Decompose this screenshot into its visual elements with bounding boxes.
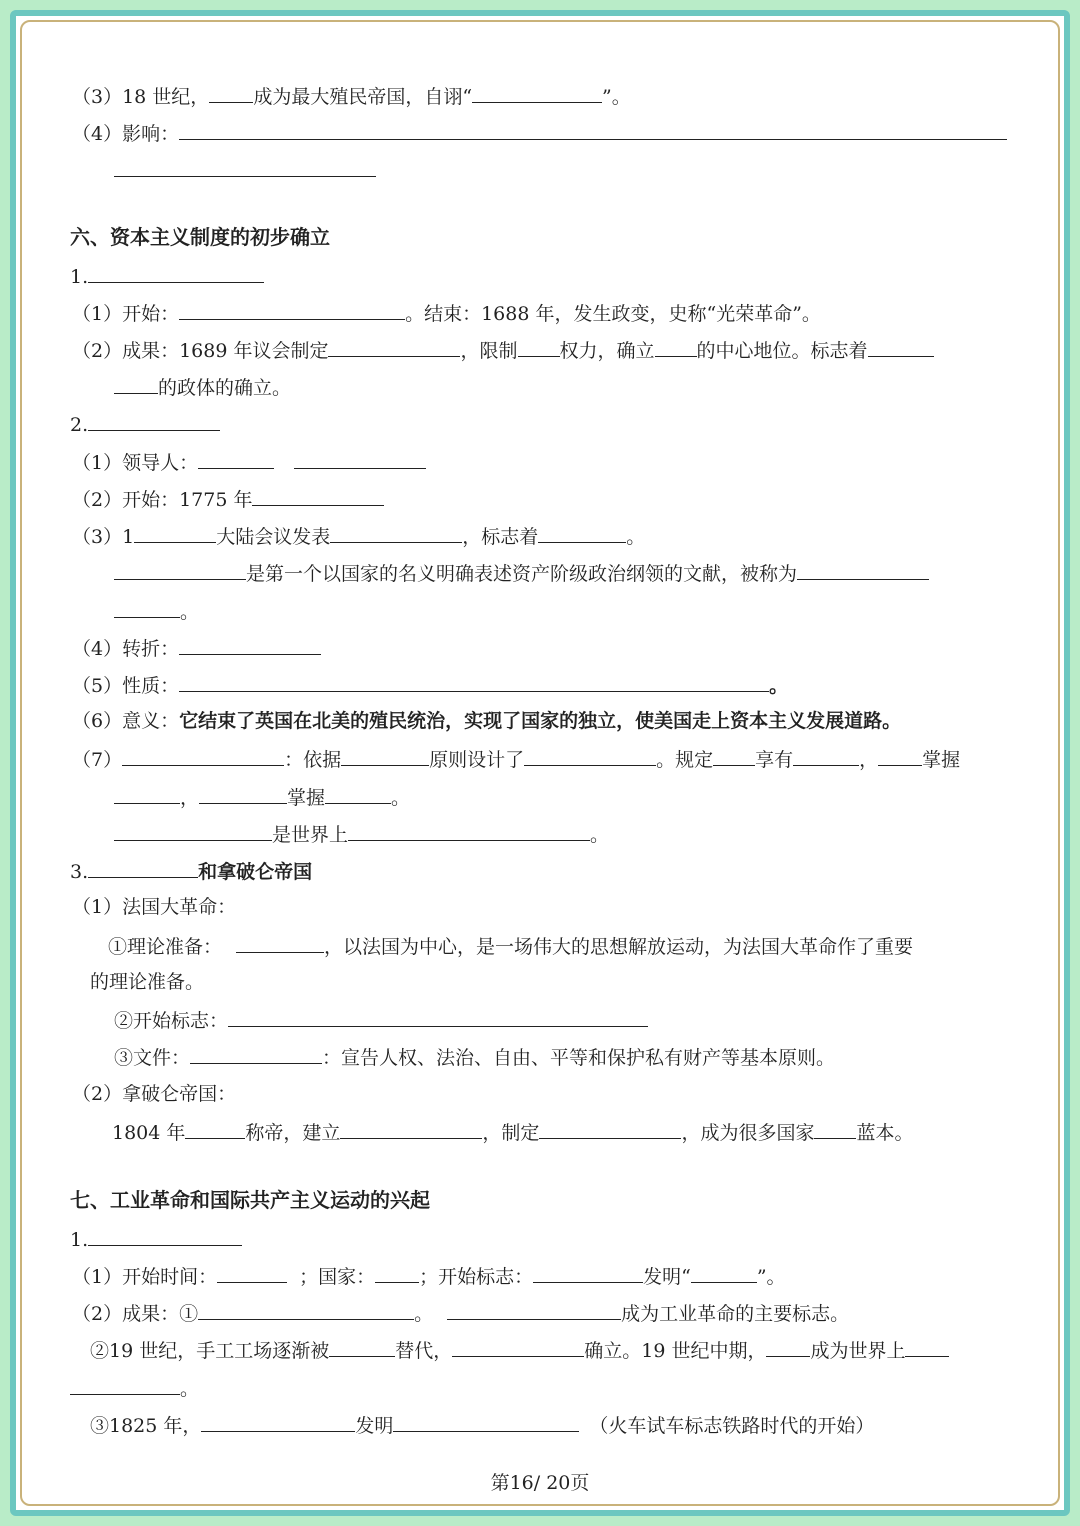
s6-2-7-cont2: 是世界上 。: [114, 820, 609, 848]
s6-2-7: （7） ：依据 原则设计了 。规定 享有 ， 掌握: [72, 745, 960, 773]
s7-item-1: 1.: [70, 1225, 242, 1253]
s6-3-1-document: ③文件： ：宣告人权、法治、自由、平等和保护私有财产等基本原则。: [114, 1043, 835, 1071]
s7-1-2-b: ②19 世纪，手工工场逐渐被 替代， 确立。19 世纪中期， 成为世界上: [90, 1336, 949, 1364]
s7-1-2-c: ③1825 年， 发明 （火车试车标志铁路时代的开始）: [90, 1411, 874, 1439]
s6-1-2: （2）成果：1689 年议会制定 ，限制 权力，确立 的中心地位。标志着: [72, 336, 934, 364]
s7-1-2-b-cont: 。: [70, 1374, 199, 1402]
s6-2-3-cont2: 。: [114, 597, 199, 625]
s6-item-2: 2.: [70, 410, 220, 438]
s6-3-2-detail: 1804 年 称帝，建立 ，制定 ，成为很多国家 蓝本。: [112, 1118, 913, 1146]
s6-item-1: 1.: [70, 262, 264, 290]
s7-1-1: （1）开始时间： ；国家： ；开始标志： 发明“ ”。: [72, 1262, 786, 1290]
section-7-heading: 七、工业革命和国际共产主义运动的兴起: [70, 1188, 430, 1212]
s6-3-1: （1）法国大革命：: [72, 896, 237, 918]
s6-2-5: （5）性质： 。: [72, 671, 788, 699]
s6-3-2: （2）拿破仑帝国：: [72, 1083, 237, 1105]
page-number: 第16/ 20页: [490, 1472, 590, 1494]
line-4-influence-cont: [114, 156, 376, 184]
s6-2-4: （4）转折：: [72, 634, 321, 662]
s6-2-1: （1）领导人：: [72, 448, 426, 476]
s6-1-1: （1）开始： 。结束：1688 年，发生政变，史称“光荣革命”。: [72, 299, 821, 327]
line-3-colonial-empire: （3）18 世纪， 成为最大殖民帝国，自诩“ ”。: [72, 82, 631, 110]
s6-2-7-cont: ， 掌握 。: [114, 783, 410, 811]
s6-3-1-start: ②开始标志：: [114, 1006, 648, 1034]
s6-1-2-cont: 的政体的确立。: [114, 373, 291, 401]
s6-2-2: （2）开始：1775 年: [72, 485, 384, 513]
s7-1-2: （2）成果：① 。 成为工业革命的主要标志。: [72, 1299, 849, 1327]
line-4-influence: （4）影响：: [72, 119, 1007, 147]
section-6-heading: 六、资本主义制度的初步确立: [70, 225, 330, 249]
s6-3-1-theory-cont: 的理论准备。: [90, 971, 205, 993]
s6-2-6: （6）意义：它结束了英国在北美的殖民统治，实现了国家的独立，使美国走上资本主义发展道路。: [72, 710, 902, 732]
s6-3-1-theory: ①理论准备： ，以法国为中心，是一场伟大的思想解放运动，为法国大革命作了重要: [108, 932, 913, 960]
s6-2-3-cont: 是第一个以国家的名义明确表述资产阶级政治纲领的文献，被称为: [114, 559, 929, 587]
s6-2-3: （3）1 大陆会议发表 ，标志着 。: [72, 522, 645, 550]
s6-item-3: 3. 和拿破仑帝国: [70, 857, 312, 885]
